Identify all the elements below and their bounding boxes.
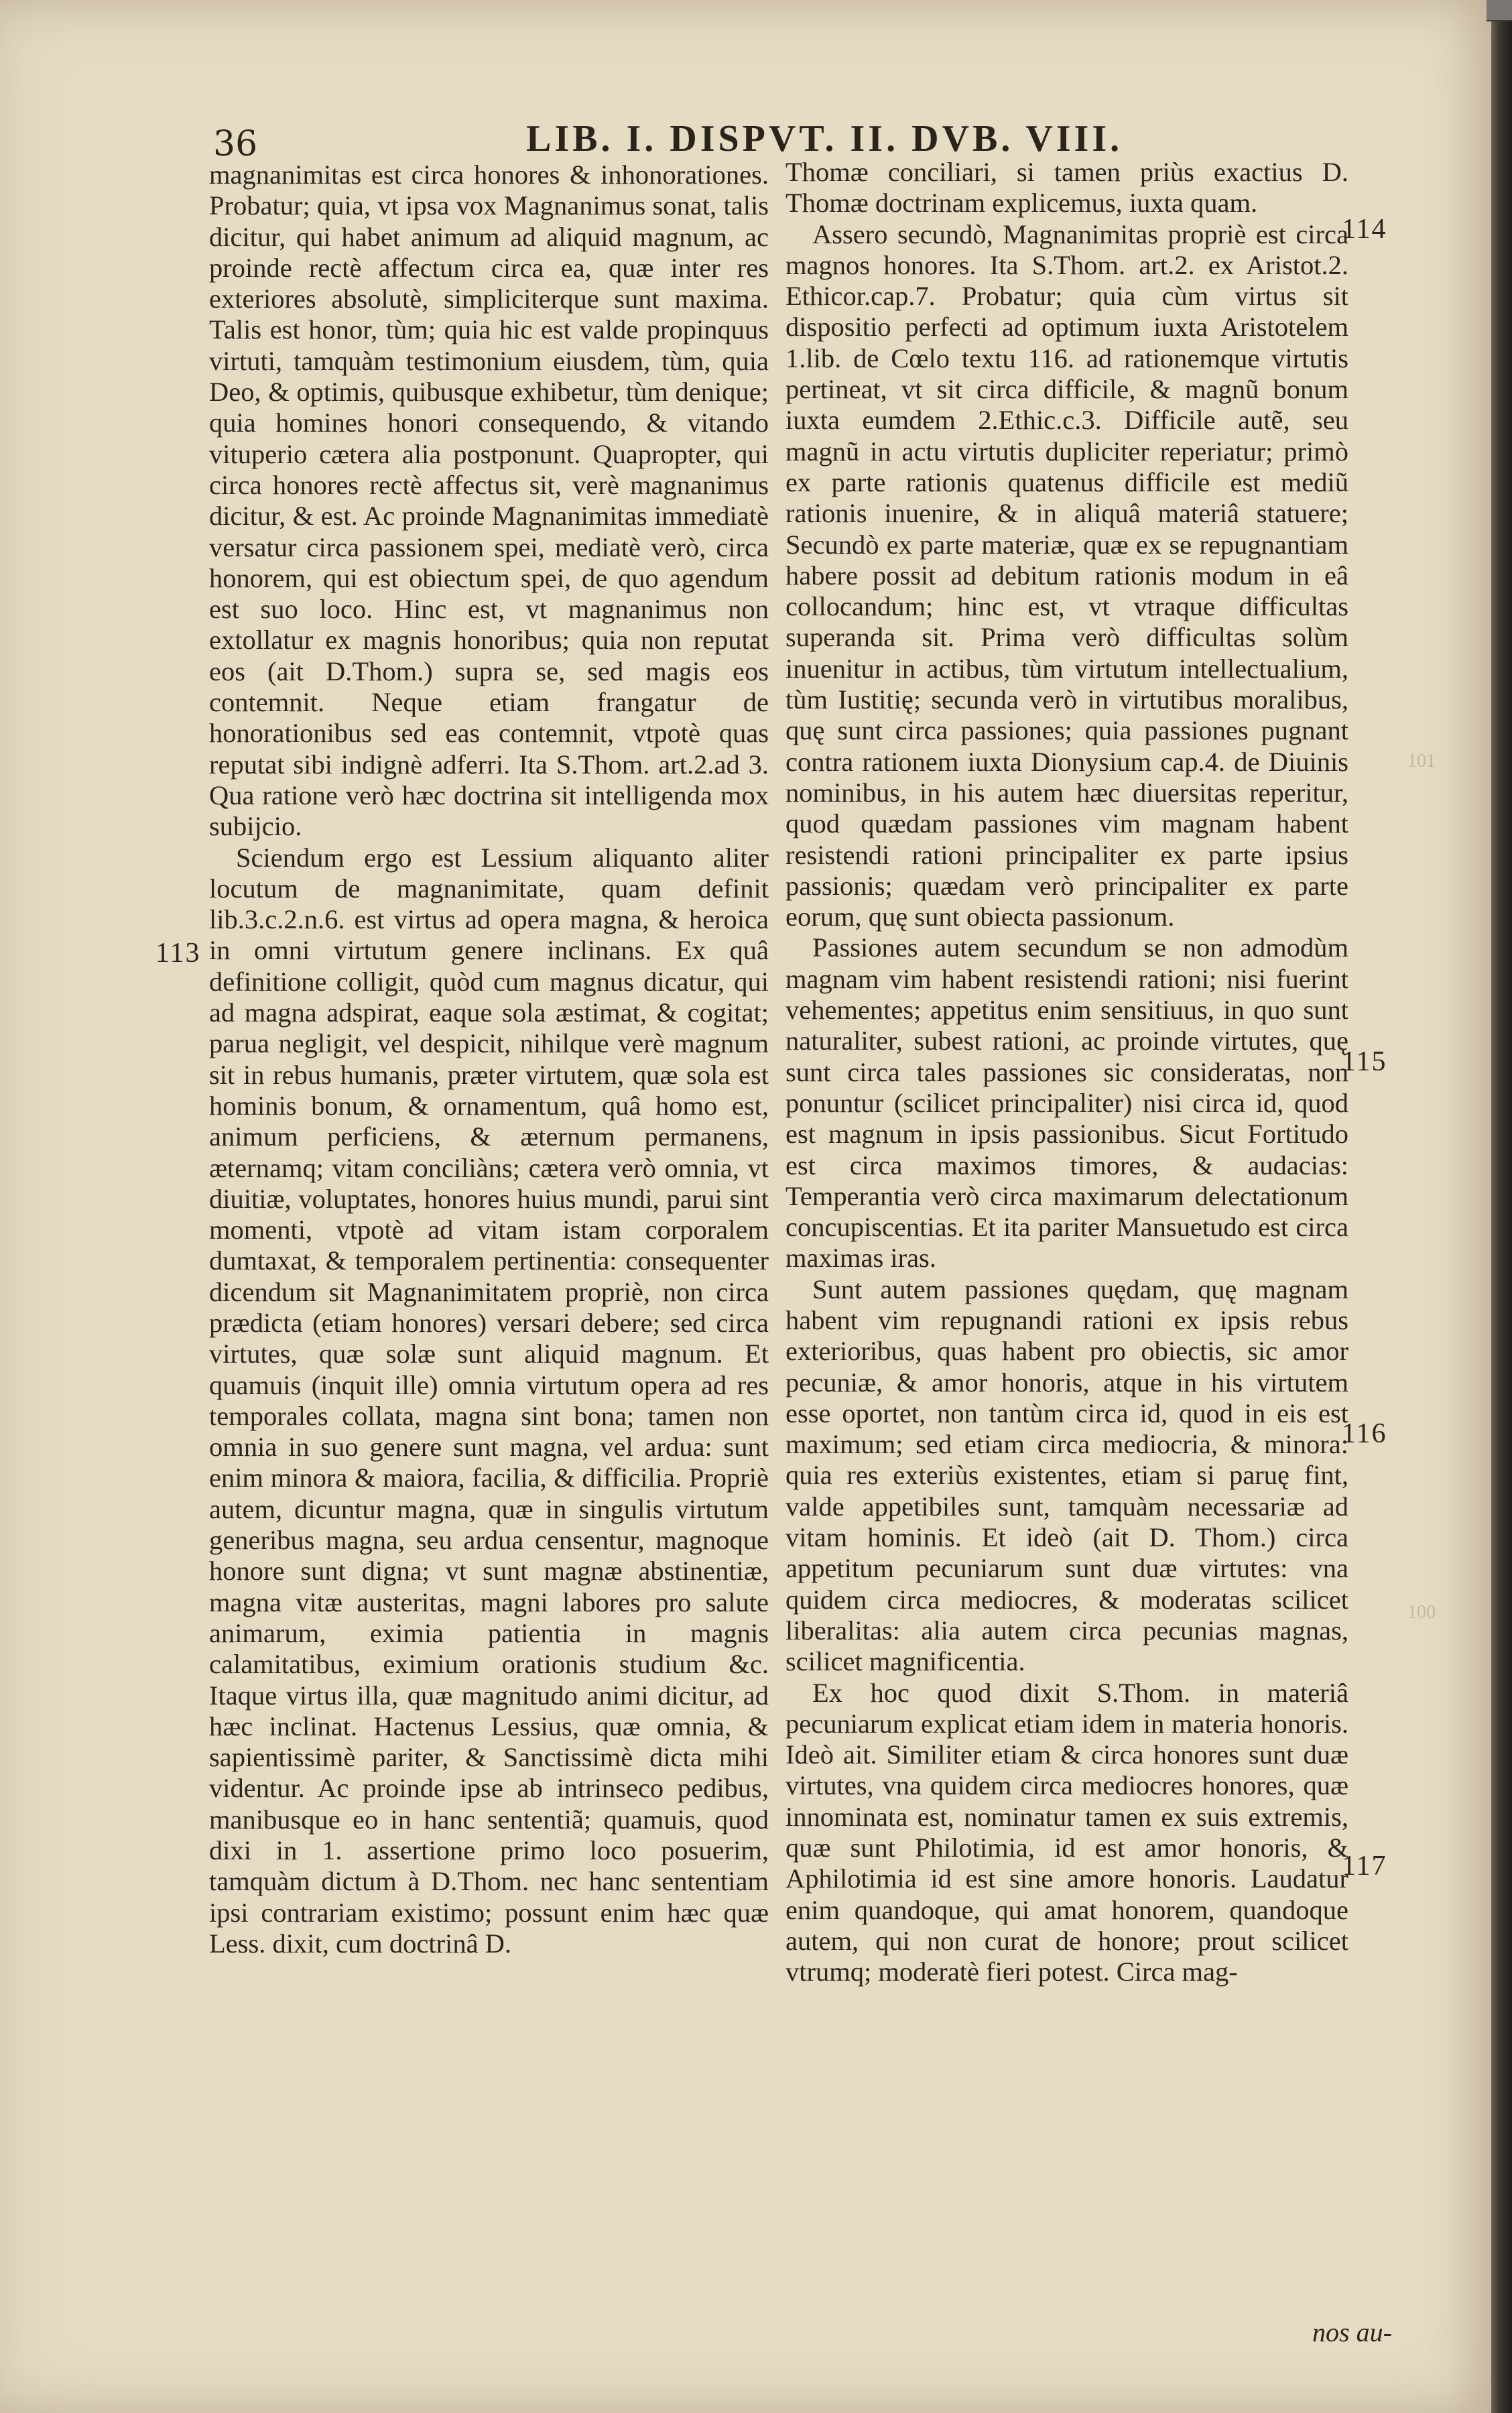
page-number: 36 [213,124,258,164]
right-paragraph-1: Thomæ conciliari, si tamen priùs exactius D. Thomæ doctrinam explicemus, iuxta quam. [785,157,1348,219]
bleed-through-text-b: 100 [1407,1602,1436,1623]
right-paragraph-3: Passiones autem secundum se non admodùm magnam vim habent resistendi rationi; nisi fuerint vehementes; appetitus enim sensitiuus, in quo sunt naturaliter, subest rationi, ac proinde virtutes, quę sunt circa tales passiones sic consideratas, non ponuntur (scilicet principaliter) nisi circa id, quod est magnum in ipsis passionibus. Sicut Fortitudo est circa maximos timores, & audacias: Temperantia verò circa maximarum delectationum concupiscentias. Et ita pariter Mansuetudo est circa maximas iras. [785,932,1348,1274]
right-paragraph-2: Assero secundò, Magnanimitas propriè est circa magnos honores. Ita S.Thom. art.2. ex Aristot.2. Ethicor.cap.7. Probatur; quia cùm virtus sit dispositio perfecti ad optimum iuxta Aristotelem 1.lib. de Cœlo textu 116. ad rationemque virtutis pertineat, vt sit circa difficile, & magnũ bonum iuxta eumdem 2.Ethic.c.3. Difficile autẽ, seu magnũ in actu virtutis dupliciter reperiatur; primò ex parte rationis quatenus difficile est mediũ rationis inuenire, & in aliquâ materiâ statuere; Secundò ex parte materiæ, quæ ex se repugnantiam habere possit ad debitum rationis modum in eâ collocandum; hinc est, vt vtraque difficultas superanda sit. Prima verò difficultas solùm inuenitur in actibus, tùm virtutum intellectualium, tùm Iustitię; secunda verò in virtutibus moralibus, quę sunt circa passiones; quia passiones pugnant contra rationem iuxta Dionysium cap.4. de Diuinis nominibus, in his autem hæc diuersitas reperitur, quod quædam passiones vim magnam habent resistendi rationi principaliter ex parte ipsius passionis; quædam verò principaliter ex parte eorum, quę sunt obiecta passionum. [785,219,1348,932]
right-paragraph-5: Ex hoc quod dixit S.Thom. in materiâ pecuniarum explicat etiam idem in materia honoris. Ideò ait. Similiter etiam & circa honores sunt duæ virtutes, vna quidem circa mediocres honores, quæ innominata est, nominatur tamen ex suis extremis, quæ sunt Philotimia, id est amor honoris, & Aphilotimia id est sine amore honoris. Laudatur enim quandoque, qui amat honorem, quandoque autem, qui non curat de honore; prout scilicet vtrumq; moderatè fieri potest. Circa mag- [785,1677,1348,1987]
binding-edge [1491,0,1512,2413]
catchword: nos au- [1312,2317,1392,2347]
margin-number-116: 116 [1342,1418,1387,1449]
right-column [785,157,1348,1988]
margin-number-115: 115 [1342,1046,1387,1077]
margin-number-114: 114 [1342,214,1387,245]
page-header [0,77,1491,164]
right-paragraph-4: Sunt autem passiones quędam, quę magnam habent vim repugnandi rationi ex ipsis rebus exterioribus, quas habent pro obiectis, sic amor pecuniæ, & amor honoris, atque in his virtutem esse oportet, non tantùm circa id, quod in eis est maximum; sed etiam circa mediocria, & minora: quia res exteriùs existentes, etiam si paruę fint, valde appetibiles sunt, tamquàm necessariæ ad vitam hominis. Et ideò (ait D. Thom.) circa appetitum pecuniarum sunt duæ virtutes: vna quidem circa mediocres, & moderatas scilicet liberalitas: alia autem circa pecunias magnas, scilicet magnificentia. [785,1274,1348,1677]
margin-number-117: 117 [1342,1851,1387,1881]
bleed-through-text-a: 101 [1407,751,1436,771]
left-paragraph-2: Sciendum ergo est Lessium aliquanto aliter locutum de magnanimitate, quam definit lib.3.c.2.n.6. est virtus ad opera magna, & heroica in omni virtutum genere inclinans. Ex quâ definitione colligit, quòd cum magnus dicatur, qui ad magna adspirat, eaque sola æstimat, & cogitat; parua negligit, vel despicit, nihilque verè magnum sit in rebus humanis, præter virtutem, quæ sola est hominis bonum, & ornamentum, quâ homo est, animum perficiens, & æternum permanens, æternamq; vitam conciliàns; cætera verò omnia, vt diuitiæ, voluptates, honores huius mundi, parui sint momenti, vtpotè ad vitam istam corporalem dumtaxat, & temporalem pertinentia: consequenter dicendum sit Magnanimitatem propriè, non circa prædicta (etiam honores) versari debere; sed circa virtutes, quæ solæ sunt aliquid magnum. Et quamuis (inquit ille) omnia virtutum opera ad res temporales collata, magna sint bona; tamen non omnia in suo genere sunt magna, vel ardua: sunt enim minora & maiora, facilia, & difficilia. Propriè autem, dicuntur magna, quæ in singulis virtutum generibus magna, seu ardua censentur, magnoque honore sunt digna; vt sunt magnæ abstinentiæ, magna vitæ austeritas, magni labores pro salute animarum, eximia patientia in magnis calamitatibus, eximium orationis studium &c. Itaque virtus illa, quæ magnitudo animi dicitur, ad hæc inclinat. Hactenus Lessius, quæ omnia, & sapientissimè pariter, & Sanctissimè dicta mihi videntur. Ac proinde ipse ab intrinseco pedibus, manibusque eo in hanc sententiã; quamuis, quod dixi in 1. assertione primo loco posuerim, tamquàm dictum à D.Thom. nec hanc sententiam ipsi contrariam existimo; possunt enim hæc quæ Less. dixit, cum doctrinâ D. [209,842,769,1959]
left-column [209,160,769,1959]
scan-tab-marker [1487,0,1512,21]
margin-number-113: 113 [155,938,201,969]
running-title: LIB. I. DISPVT. II. DVB. VIII. [526,118,1123,160]
left-paragraph-1: magnanimitas est circa honores & inhonorationes. Probatur; quia, vt ipsa vox Magnanimus sonat, talis dicitur, qui habet animum ad aliquid magnum, ac proinde rectè affectum circa ea, quæ inter res exteriores absolutè, simpliciterque sunt maxima. Talis est honor, tùm; quia hic est valde propinquus virtuti, tamquàm testimonium eiusdem, tùm, quia Deo, & optimis, quibusque exhibetur, tùm denique; quia homines honori consequendo, & vitando vituperio cætera alia postponunt. Quapropter, qui circa honores rectè affectus sit, verè magnanimus dicitur, & est. Ac proinde Magnanimitas immediatè versatur circa passionem spei, mediatè verò, circa honorem, qui est obiectum spei, de quo agendum est suo loco. Hinc est, vt magnanimus non extollatur ex magnis honoribus; quia non reputat eos (ait D.Thom.) supra se, sed magis eos contemnit. Neque etiam frangatur de honorationibus sed eas contemnit, vtpotè quas reputat sibi indignè adferri. Ita S.Thom. art.2.ad 3. Qua ratione verò hæc doctrina sit intelligenda mox subijcio. [209,160,769,842]
